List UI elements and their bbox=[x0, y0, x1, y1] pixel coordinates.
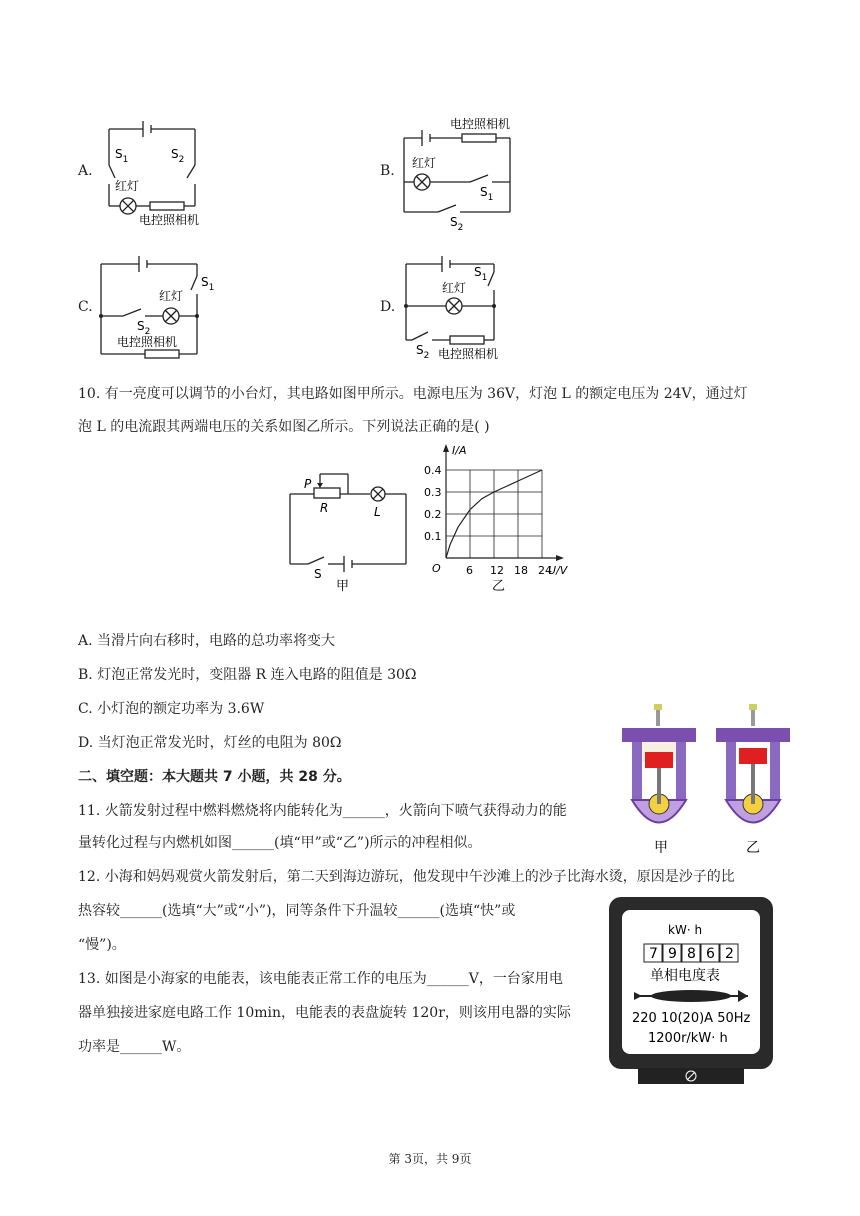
option-d-label: D. bbox=[380, 299, 396, 315]
meter-unit: kW· h bbox=[668, 923, 703, 937]
q12-line3: “慢”)。 bbox=[78, 937, 126, 953]
y-tick-label: 0.4 bbox=[424, 464, 442, 477]
label-p: P bbox=[304, 477, 312, 491]
y-axis-label: I/A bbox=[452, 444, 467, 457]
q10-option-c: C. 小灯泡的额定功率为 3.6W bbox=[78, 701, 265, 717]
red-light-label: 红灯 bbox=[159, 289, 184, 303]
q13-line1: 13. 如图是小海家的电能表，该电能表正常工作的电压为______V，一台家用电 bbox=[78, 971, 563, 987]
camera-label: 电控照相机 bbox=[450, 117, 511, 131]
y-tick-label: 0.1 bbox=[424, 530, 442, 543]
circuit-option-b bbox=[398, 112, 528, 232]
circuit-option-d bbox=[398, 250, 528, 365]
label-r: R bbox=[320, 501, 329, 515]
red-light-label: 红灯 bbox=[442, 281, 467, 295]
option-b-label: B. bbox=[380, 163, 395, 179]
meter-digit: 2 bbox=[725, 946, 734, 962]
x-tick-label: 18 bbox=[514, 564, 528, 577]
option-a-label: A. bbox=[78, 163, 93, 179]
circuit-option-c bbox=[95, 250, 225, 365]
label-l: L bbox=[374, 505, 381, 519]
q12-line1: 12. 小海和妈妈观赏火箭发射后，第二天到海边游玩，他发现中午沙滩上的沙子比海水烫，原因是沙子的比 bbox=[78, 869, 735, 885]
figure-yi-chart bbox=[420, 440, 580, 598]
meter-digit: 6 bbox=[706, 946, 715, 962]
switch-s2-label: $S_2$ bbox=[171, 147, 185, 165]
engine-yi-illustration bbox=[716, 704, 790, 823]
switch-s2-label: $S_2$ bbox=[416, 343, 430, 361]
figure-jia-circuit bbox=[282, 466, 412, 596]
q10-line1: 10. 有一亮度可以调节的小台灯，其电路如图甲所示。电源电压为 36V，灯泡 L 的额定电压为 24V，通过灯 bbox=[78, 386, 748, 402]
x-tick-label: 6 bbox=[466, 564, 473, 577]
option-c-label: C. bbox=[78, 299, 93, 315]
x-tick-label: 24 bbox=[538, 564, 552, 577]
q11-line2: 量转化过程与内燃机如图______(填“甲”或“乙”)所示的冲程相似。 bbox=[78, 835, 482, 851]
q10-option-d: D. 当灯泡正常发光时，灯丝的电阻为 80Ω bbox=[78, 735, 342, 751]
switch-s1-label: $S_1$ bbox=[480, 185, 494, 203]
switch-s1-label: $S_1$ bbox=[115, 147, 129, 165]
page-footer: 第 3页，共 9页 bbox=[388, 1152, 472, 1166]
engine-caption-jia: 甲 bbox=[654, 840, 668, 856]
caption-jia: 甲 bbox=[336, 579, 350, 594]
red-light-label: 红灯 bbox=[115, 179, 140, 193]
caption-yi: 乙 bbox=[492, 579, 506, 594]
origin-label: O bbox=[432, 562, 441, 575]
circuit-option-a bbox=[95, 118, 225, 230]
y-tick-label: 0.2 bbox=[424, 508, 442, 521]
q11-line1: 11. 火箭发射过程中燃料燃烧将内能转化为______，火箭向下喷气获得动力的能 bbox=[78, 803, 567, 819]
engine-caption-yi: 乙 bbox=[746, 840, 760, 856]
switch-s1-label: $S_1$ bbox=[474, 265, 488, 283]
q12-line2: 热容较______(选填“大”或“小”)，同等条件下升温较______(选填“快”或 bbox=[78, 903, 516, 919]
camera-label: 电控照相机 bbox=[139, 213, 200, 227]
x-tick-label: 12 bbox=[490, 564, 504, 577]
section-2-title: 二、填空题：本大题共 7 小题，共 28 分。 bbox=[78, 769, 351, 785]
q10-option-b: B. 灯泡正常发光时，变阻器 R 连入电路的阻值是 30Ω bbox=[78, 667, 417, 683]
meter-spec-2: 1200r/kW· h bbox=[648, 1031, 728, 1046]
switch-s2-label: $S_2$ bbox=[450, 215, 464, 232]
meter-digit: 9 bbox=[668, 946, 677, 962]
camera-label: 电控照相机 bbox=[438, 347, 499, 361]
meter-spec-1: 220 10(20)A 50Hz bbox=[632, 1011, 751, 1026]
switch-s1-label: $S_1$ bbox=[201, 275, 215, 293]
label-s: S bbox=[314, 567, 322, 581]
q13-line2: 器单独接进家庭电路工作 10min，电能表的表盘旋转 120r，则该用电器的实际 bbox=[78, 1005, 571, 1021]
meter-reading bbox=[644, 944, 738, 962]
y-tick-label: 0.3 bbox=[424, 486, 442, 499]
engine-jia-illustration bbox=[622, 704, 696, 823]
camera-label: 电控照相机 bbox=[117, 335, 178, 349]
q10-option-a: A. 当滑片向右移时，电路的总功率将变大 bbox=[78, 633, 336, 649]
meter-title: 单相电度表 bbox=[650, 968, 720, 984]
meter-digit: 7 bbox=[649, 946, 658, 962]
meter-digit: 8 bbox=[687, 946, 696, 962]
engine-strokes-figure bbox=[618, 700, 798, 860]
x-axis-label: U/V bbox=[548, 564, 568, 577]
electricity-meter bbox=[608, 896, 774, 1086]
switch-s2-label: $S_2$ bbox=[137, 319, 151, 337]
q13-line3: 功率是______W。 bbox=[78, 1039, 191, 1055]
red-light-label: 红灯 bbox=[412, 156, 437, 170]
q10-line2: 泡 L 的电流跟其两端电压的关系如图乙所示。下列说法正确的是( ) bbox=[78, 419, 490, 435]
